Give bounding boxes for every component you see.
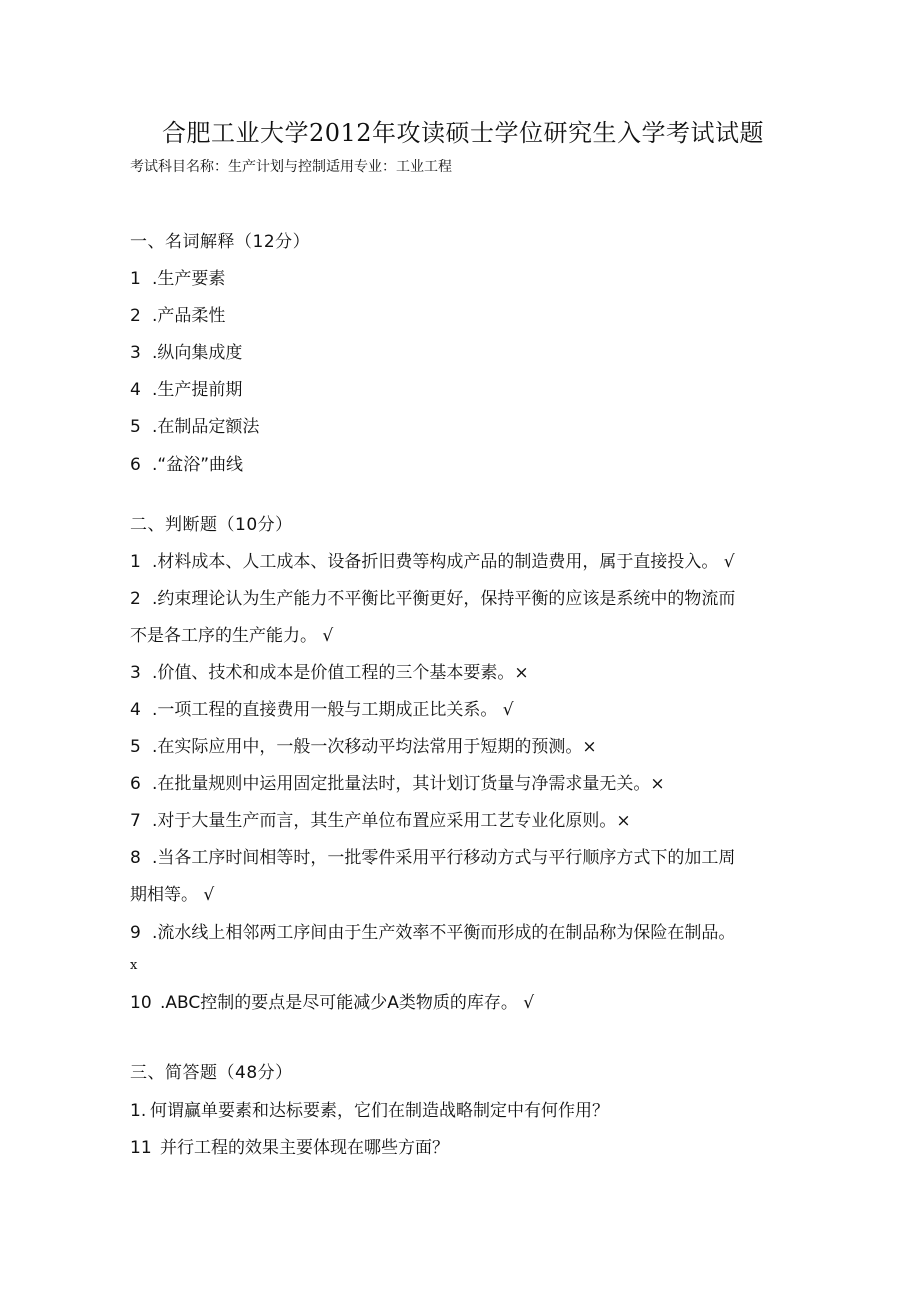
item-continuation: 不是各工序的生产能力。 √ <box>130 626 334 646</box>
item-number: 3 <box>130 343 141 363</box>
list-item <box>130 806 631 831</box>
item-text: .在制品定额法 <box>152 417 260 437</box>
item-number: 2 <box>130 589 141 609</box>
item-text: .生产提前期 <box>152 380 243 400</box>
item-continuation: 期相等。 √ <box>130 885 215 905</box>
list-item <box>130 264 225 289</box>
list-item <box>130 450 243 475</box>
item-text: .一项工程的直接费用一般与工期成正比关系。 √ <box>152 700 514 720</box>
item-number: 5 <box>130 417 141 437</box>
section-heading-short-answer: 三、简答题（48分） <box>130 1063 293 1083</box>
list-item <box>130 695 514 720</box>
item-text: 并行工程的效果主要体现在哪些方面？ <box>160 1138 449 1158</box>
item-text: .约束理论认为生产能力不平衡比平衡更好，保持平衡的应该是系统中的物流而 <box>152 589 736 609</box>
item-number: 11 <box>130 1138 152 1158</box>
item-number: 1 <box>130 269 141 289</box>
section-heading-terms: 一、名词解释（12分） <box>130 232 311 252</box>
list-item <box>130 918 735 943</box>
item-text: .流水线上相邻两工序间由于生产效率不平衡而形成的在制品称为保险在制品。 <box>152 923 736 943</box>
item-number: 4 <box>130 700 141 720</box>
item-text: .在实际应用中，一般一次移动平均法常用于短期的预测。× <box>152 737 597 757</box>
item-number: 6 <box>130 774 141 794</box>
item-text: .生产要素 <box>152 269 226 289</box>
list-item <box>130 769 665 794</box>
answer-mark: x <box>130 958 138 973</box>
exam-subject-line: 考试科目名称：生产计划与控制适用专业：工业工程 <box>130 159 452 175</box>
item-number: 9 <box>130 923 141 943</box>
list-item <box>130 338 242 363</box>
document-title: 合肥工业大学2012年攻读硕士学位研究生入学考试试题 <box>161 119 765 147</box>
list-item <box>130 658 529 683</box>
item-number: 7 <box>130 811 141 831</box>
item-text: .纵向集成度 <box>152 343 243 363</box>
item-text: .材料成本、人工成本、设备折旧费等构成产品的制造费用，属于直接投入。 √ <box>152 552 735 572</box>
item-text: .在批量规则中运用固定批量法时，其计划订货量与净需求量无关。× <box>152 774 665 794</box>
list-item <box>130 412 259 437</box>
item-number: 10 <box>130 993 152 1013</box>
item-number: 4 <box>130 380 141 400</box>
list-item <box>130 988 534 1013</box>
item-number: 8 <box>130 848 141 868</box>
item-text: .对于大量生产而言，其生产单位布置应采用工艺专业化原则。× <box>152 811 631 831</box>
list-item <box>130 301 225 326</box>
item-number: 1 <box>130 552 141 572</box>
item-number: 1. <box>130 1101 147 1121</box>
list-item <box>130 732 597 757</box>
item-text: .产品柔性 <box>152 306 226 326</box>
list-item <box>130 375 242 400</box>
section-heading-true-false: 二、判断题（10分） <box>130 515 293 535</box>
item-text: .价值、技术和成本是价值工程的三个基本要素。× <box>152 663 529 683</box>
list-item <box>130 1133 449 1158</box>
item-text: 何谓赢单要素和达标要素，它们在制造战略制定中有何作用？ <box>150 1101 609 1121</box>
item-text: .当各工序时间相等时，一批零件采用平行移动方式与平行顺序方式下的加工周 <box>152 848 736 868</box>
item-number: 2 <box>130 306 141 326</box>
item-text: .ABC控制的要点是尽可能减少A类物质的库存。 √ <box>160 993 535 1013</box>
item-number: 3 <box>130 663 141 683</box>
item-text: .“盆浴”曲线 <box>152 455 244 475</box>
list-item <box>130 584 735 609</box>
item-number: 5 <box>130 737 141 757</box>
item-number: 6 <box>130 455 141 475</box>
list-item <box>130 843 735 868</box>
list-item <box>130 547 735 572</box>
list-item <box>130 1096 609 1121</box>
